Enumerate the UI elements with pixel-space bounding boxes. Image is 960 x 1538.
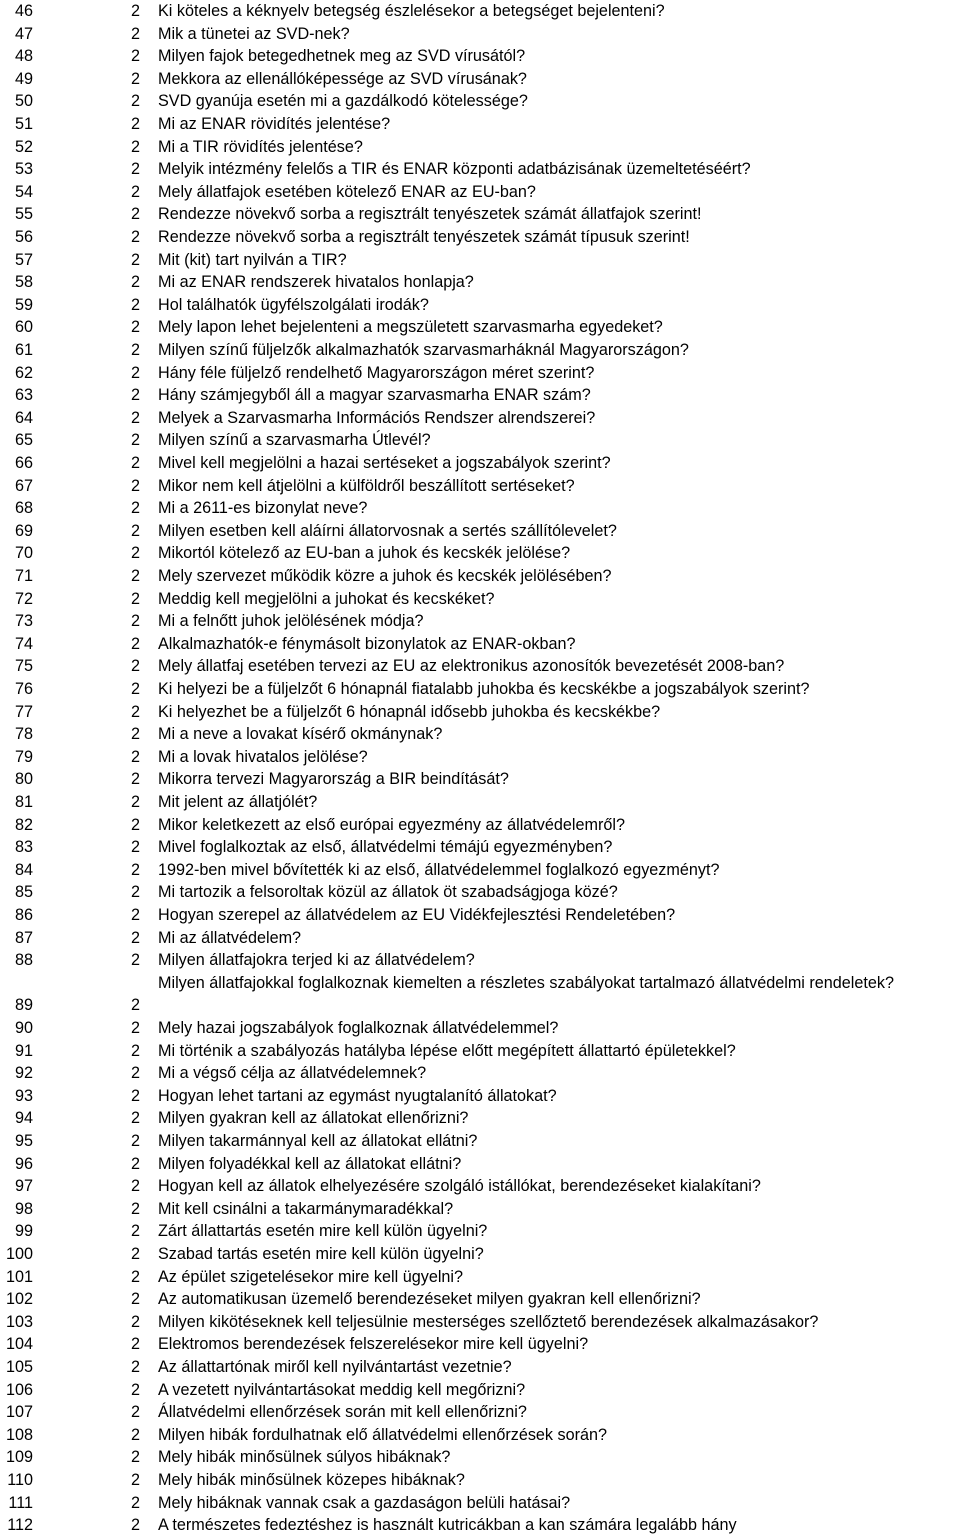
question-row: [0, 294, 960, 317]
question-row: [0, 1401, 960, 1424]
question-text: Ki köteles a kéknyelv betegség észlelésekor a betegséget bejelenteni?: [158, 2, 665, 20]
question-number: 64: [14, 408, 33, 427]
question-row: [0, 1492, 960, 1515]
question-points: 2: [130, 1019, 140, 1037]
question-points: 2: [130, 1290, 140, 1309]
question-number: 62: [14, 363, 33, 382]
question-row: [0, 746, 960, 769]
question-points: 2: [130, 273, 140, 292]
question-number: 46: [14, 2, 33, 20]
question-row: [0, 520, 960, 543]
question-row: [0, 181, 960, 204]
question-points: 2: [130, 408, 140, 427]
question-row: [0, 655, 960, 678]
question-points: 2: [130, 454, 140, 472]
question-points: 2: [130, 205, 140, 224]
question-number: 104: [5, 1335, 33, 1354]
question-text: Milyen állatfajokra terjed ki az állatvédelem?: [158, 951, 475, 970]
question-row: [0, 1040, 960, 1063]
question-row: [0, 610, 960, 633]
question-number: 79: [14, 747, 33, 766]
question-points: 2: [130, 363, 140, 382]
question-number: 98: [14, 1199, 33, 1218]
question-number: 70: [14, 544, 33, 563]
question-points: 2: [130, 499, 140, 518]
question-points: 2: [130, 793, 140, 811]
question-text: Mi tartozik a felsoroltak közül az állatok öt szabadságjoga közé?: [158, 883, 618, 902]
question-row: [0, 271, 960, 294]
question-row: [0, 791, 960, 814]
question-row: [0, 475, 960, 498]
question-text: Mely lapon lehet bejelenteni a megszületett szarvasmarha egyedeket?: [158, 318, 663, 337]
question-row: [0, 1130, 960, 1153]
question-number: 76: [14, 680, 33, 698]
question-text: Melyik intézmény felelős a TIR és ENAR központi adatbázisának üzemeltetéséért?: [158, 160, 751, 179]
question-number: 83: [14, 838, 33, 857]
question-points: 2: [130, 702, 140, 721]
question-number: 69: [14, 521, 33, 540]
question-points: 2: [130, 341, 140, 359]
question-points: 2: [130, 1086, 140, 1105]
question-points: 2: [130, 1267, 140, 1286]
question-points: 2: [130, 1222, 140, 1241]
question-text: Mik a tünetei az SVD-nek?: [158, 24, 350, 43]
question-row: [0, 588, 960, 611]
question-number: 75: [14, 657, 33, 676]
question-text: Milyen gyakran kell az állatokat ellenőrizni?: [158, 1109, 469, 1128]
question-number: 97: [14, 1177, 33, 1196]
question-number: 90: [14, 1019, 33, 1037]
question-number: 54: [14, 182, 33, 201]
question-points: 2: [130, 1403, 140, 1422]
question-points: 2: [130, 1064, 140, 1083]
question-points: 2: [130, 431, 140, 450]
question-points: 2: [130, 476, 140, 495]
question-points: 2: [130, 815, 140, 834]
question-text: Hány számjegyből áll a magyar szarvasmarha ENAR szám?: [158, 386, 591, 405]
question-text: Milyen takarmánnyal kell az állatokat ellátni?: [158, 1132, 478, 1150]
question-row: [0, 1288, 960, 1311]
question-points: 2: [130, 1425, 140, 1444]
question-number: 77: [14, 702, 33, 721]
question-number: 109: [5, 1448, 33, 1467]
question-row: [0, 249, 960, 272]
question-text: Ki helyezhet be a füljelzőt 6 hónapnál idősebb juhokba és kecskékbe?: [158, 702, 661, 721]
question-number: 108: [5, 1425, 33, 1444]
question-row: [0, 497, 960, 520]
question-text: Elektromos berendezések felszerelésekor mire kell ügyelni?: [158, 1335, 589, 1354]
question-points: 2: [130, 1448, 140, 1467]
question-points: 2: [130, 612, 140, 631]
question-number: 92: [14, 1064, 33, 1083]
question-row: [0, 836, 960, 859]
question-number: 110: [7, 1471, 33, 1489]
question-row: [0, 407, 960, 430]
question-points: 2: [130, 160, 140, 179]
question-row: [0, 1446, 960, 1469]
question-number: 73: [14, 612, 33, 631]
question-number: 81: [14, 793, 33, 811]
question-points: 2: [130, 69, 140, 88]
question-text: Milyen fajok betegedhetnek meg az SVD vírusától?: [158, 47, 526, 66]
question-row: [0, 68, 960, 91]
question-row: [0, 904, 960, 927]
question-number: 87: [14, 928, 33, 947]
question-points: 2: [130, 906, 140, 924]
question-number: 95: [14, 1132, 33, 1150]
question-text: Mely hibáknak vannak csak a gazdaságon belüli hatásai?: [158, 1493, 571, 1512]
question-row: [0, 1107, 960, 1130]
question-points: 2: [130, 1132, 140, 1150]
question-row: [0, 859, 960, 882]
question-number: 101: [5, 1267, 33, 1286]
question-number: 112: [7, 1516, 33, 1535]
question-row: [0, 814, 960, 837]
question-number: 84: [14, 860, 33, 879]
question-text: Mely állatfaj esetében tervezi az EU az elektronikus azonosítók bevezetését 2008-ban?: [158, 657, 785, 676]
question-points: 2: [130, 92, 140, 111]
question-number: 82: [14, 815, 33, 834]
question-text: Mely hibák minősülnek közepes hibáknak?: [158, 1471, 465, 1489]
question-text: Melyek a Szarvasmarha Információs Rendszer alrendszerei?: [158, 408, 596, 427]
question-text: Állatvédelmi ellenőrzések során mit kell ellenőrizni?: [158, 1403, 527, 1422]
question-number: 48: [14, 47, 33, 66]
question-points: 2: [130, 1109, 140, 1128]
question-row: [0, 1266, 960, 1289]
question-row: [0, 1062, 960, 1085]
question-points: 2: [130, 24, 140, 43]
question-number: 61: [14, 341, 33, 359]
question-points: 2: [130, 544, 140, 563]
question-row: [0, 881, 960, 904]
question-points: 2: [130, 115, 140, 133]
question-text: 1992-ben mivel bővítették ki az első, állatvédelemmel foglalkozó egyezményt?: [158, 860, 720, 879]
question-number: 57: [14, 250, 33, 269]
question-number: 67: [14, 476, 33, 495]
question-number: 52: [14, 137, 33, 156]
question-text: Milyen esetben kell aláírni állatorvosnak a sertés szállítólevelet?: [158, 521, 617, 540]
question-text: Mely hazai jogszabályok foglalkoznak állatvédelemmel?: [158, 1019, 559, 1037]
question-text: Milyen színű a szarvasmarha Útlevél?: [158, 431, 431, 450]
question-row: [0, 565, 960, 588]
question-points: 2: [130, 318, 140, 337]
question-number: 103: [5, 1312, 33, 1331]
question-number: 68: [14, 499, 33, 518]
question-row: [0, 1085, 960, 1108]
question-row: [0, 701, 960, 724]
question-row: [0, 1333, 960, 1356]
question-points: 2: [130, 521, 140, 540]
question-text: Mely szervezet működik közre a juhok és kecskék jelölésében?: [158, 567, 612, 585]
question-text: Mi a neve a lovakat kísérő okmánynak?: [158, 725, 443, 744]
question-number: 72: [14, 589, 33, 608]
question-text: Mikorra tervezi Magyarország a BIR beindítását?: [158, 770, 509, 789]
question-points: 2: [130, 47, 140, 66]
question-row: [0, 633, 960, 656]
question-text: Mikor keletkezett az első európai egyezmény az állatvédelemről?: [158, 815, 625, 834]
question-points: 2: [130, 1335, 140, 1354]
question-row: [0, 678, 960, 701]
question-points: 2: [130, 951, 140, 970]
question-row: [0, 1379, 960, 1402]
question-text: Hogyan lehet tartani az egymást nyugtalanító állatokat?: [158, 1086, 557, 1105]
question-row: [0, 23, 960, 46]
question-points: 2: [130, 182, 140, 201]
question-row: [0, 452, 960, 475]
question-number: 49: [14, 69, 33, 88]
question-text: Mi a lovak hivatalos jelölése?: [158, 747, 368, 766]
question-number: 56: [14, 228, 33, 246]
question-points: 2: [130, 928, 140, 947]
question-text: Milyen hibák fordulhatnak elő állatvédelmi ellenőrzések során?: [158, 1425, 608, 1444]
question-number: 111: [8, 1493, 33, 1512]
question-points: 2: [130, 1493, 140, 1512]
question-row: [0, 768, 960, 791]
question-row: [0, 723, 960, 746]
question-text: Az állattartónak miről kell nyilvántartást vezetnie?: [158, 1358, 512, 1376]
question-row: [0, 136, 960, 159]
question-row: [0, 226, 960, 249]
question-text: Mikor nem kell átjelölni a külföldről beszállított sertéseket?: [158, 476, 575, 495]
question-text: Milyen állatfajokkal foglalkoznak kiemelten a részletes szabályokat tartalmazó állatvédelmi rendeletek?: [158, 973, 895, 992]
question-points: 2: [130, 2, 140, 20]
question-points: 2: [130, 1199, 140, 1218]
question-text: Mi a 2611-es bizonylat neve?: [158, 499, 368, 518]
question-text: Az automatikusan üzemelő berendezéseket milyen gyakran kell ellenőrizni?: [158, 1290, 701, 1309]
question-text: A természetes fedeztéshez is használt kutricákban a kan számára legalább hány: [158, 1516, 737, 1535]
question-points: 2: [130, 1177, 140, 1196]
question-points: 2: [130, 1041, 140, 1060]
question-text: Hogyan kell az állatok elhelyezésére szolgáló istállókat, berendezéseket kialakítani?: [158, 1177, 761, 1196]
question-number: 91: [14, 1041, 33, 1060]
question-points: 2: [130, 250, 140, 269]
question-number: 63: [14, 386, 33, 405]
question-row: [0, 1514, 960, 1537]
question-text: Mi az állatvédelem?: [158, 928, 302, 947]
question-number: 58: [14, 273, 33, 292]
question-number: 94: [14, 1109, 33, 1128]
question-text: Milyen színű füljelzők alkalmazhatók szarvasmarháknál Magyarországon?: [158, 341, 689, 359]
question-row: [0, 1469, 960, 1492]
question-number: 89: [14, 996, 33, 1015]
question-row: [0, 339, 960, 362]
question-points: 2: [130, 1471, 140, 1489]
question-text: Mi az ENAR rövidítés jelentése?: [158, 115, 391, 133]
question-row: [0, 1424, 960, 1447]
question-row: [0, 927, 960, 950]
question-number: 93: [14, 1086, 33, 1105]
question-text: Mikortól kötelező az EU-ban a juhok és kecskék jelölése?: [158, 544, 571, 563]
question-text: Mit (kit) tart nyilván a TIR?: [158, 250, 347, 269]
question-text: Mekkora az ellenállóképessége az SVD vírusának?: [158, 69, 527, 88]
question-text: Mivel foglalkoztak az első, állatvédelmi témájú egyezményben?: [158, 838, 613, 857]
question-points: 2: [130, 634, 140, 653]
question-points: 2: [130, 860, 140, 879]
question-row: [0, 0, 960, 23]
question-text: Az épület szigetelésekor mire kell ügyelni?: [158, 1267, 464, 1286]
question-number: 99: [14, 1222, 33, 1241]
question-text: Mely hibák minősülnek súlyos hibáknak?: [158, 1448, 451, 1467]
question-text: Zárt állattartás esetén mire kell külön ügyelni?: [158, 1222, 488, 1241]
question-row: [0, 113, 960, 136]
question-row: [0, 972, 960, 1017]
question-row: [0, 90, 960, 113]
question-points: 2: [130, 1245, 140, 1263]
question-row: [0, 203, 960, 226]
question-text: Hogyan szerepel az állatvédelem az EU Vidékfejlesztési Rendeletében?: [158, 906, 676, 924]
question-row: [0, 384, 960, 407]
question-row: [0, 1220, 960, 1243]
question-text: Szabad tartás esetén mire kell külön ügyelni?: [158, 1245, 484, 1263]
question-text: Alkalmazhatók-e fénymásolt bizonylatok az ENAR-okban?: [158, 634, 576, 653]
question-points: 2: [130, 657, 140, 676]
question-row: [0, 949, 960, 972]
question-points: 2: [130, 1516, 140, 1535]
question-points: 2: [130, 1154, 140, 1173]
question-points: 2: [130, 137, 140, 156]
question-number: 50: [14, 92, 33, 111]
question-points: 2: [130, 1312, 140, 1331]
question-number: 78: [14, 725, 33, 744]
question-points: 2: [130, 725, 140, 744]
question-points: 2: [130, 680, 140, 698]
question-text: Mit jelent az állatjólét?: [158, 793, 318, 811]
question-number: 59: [14, 295, 33, 314]
question-points: 2: [130, 567, 140, 585]
question-points: 2: [130, 228, 140, 246]
question-row: [0, 158, 960, 181]
question-number: 65: [14, 431, 33, 450]
question-row: [0, 429, 960, 452]
question-text: Rendezze növekvő sorba a regisztrált tenyészetek számát típusuk szerint!: [158, 228, 690, 246]
question-text: Milyen kikötéseknek kell teljesülnie mesterséges szellőztető berendezések alkalmazásakor?: [158, 1312, 819, 1331]
question-text: Mi a végső célja az állatvédelemnek?: [158, 1064, 427, 1083]
question-points: 2: [130, 386, 140, 405]
question-number: 47: [14, 24, 33, 43]
question-row: [0, 45, 960, 68]
question-number: 106: [5, 1380, 33, 1399]
question-points: 2: [130, 747, 140, 766]
question-text: SVD gyanúja esetén mi a gazdálkodó kötelessége?: [158, 92, 528, 111]
question-text: Ki helyezi be a füljelzőt 6 hónapnál fiatalabb juhokba és kecskékbe a jogszabályok szerint?: [158, 680, 810, 698]
question-row: [0, 362, 960, 385]
question-text: A vezetett nyilvántartásokat meddig kell megőrizni?: [158, 1380, 526, 1399]
question-text: Mivel kell megjelölni a hazai sertéseket a jogszabályok szerint?: [158, 454, 611, 472]
question-row: [0, 1198, 960, 1221]
question-text: Mely állatfajok esetében kötelező ENAR az EU-ban?: [158, 182, 536, 201]
question-points: 2: [130, 883, 140, 902]
question-text: Rendezze növekvő sorba a regisztrált tenyészetek számát állatfajok szerint!: [158, 205, 702, 224]
question-points: 2: [130, 589, 140, 608]
question-row: [0, 1243, 960, 1266]
question-points: 2: [130, 1358, 140, 1376]
question-points: 2: [130, 1380, 140, 1399]
question-text: Meddig kell megjelölni a juhokat és kecskéket?: [158, 589, 495, 608]
question-text: Mi történik a szabályozás hatályba lépése előtt megépített állattartó épületekkel?: [158, 1041, 736, 1060]
question-row: [0, 542, 960, 565]
question-text: Hol találhatók ügyfélszolgálati irodák?: [158, 295, 429, 314]
question-row: [0, 1356, 960, 1379]
question-number: 88: [14, 951, 33, 970]
question-text: Milyen folyadékkal kell az állatokat ellátni?: [158, 1154, 462, 1173]
question-row: [0, 1311, 960, 1334]
question-number: 107: [5, 1403, 33, 1422]
question-row: [0, 1017, 960, 1040]
question-row: [0, 316, 960, 339]
question-row: [0, 1153, 960, 1176]
question-text: Mi a TIR rövidítés jelentése?: [158, 137, 363, 156]
question-text: Mi az ENAR rendszerek hivatalos honlapja?: [158, 273, 474, 292]
question-points: 2: [130, 295, 140, 314]
question-number: 100: [5, 1245, 33, 1263]
question-number: 86: [14, 906, 33, 924]
question-number: 96: [14, 1154, 33, 1173]
question-number: 51: [14, 115, 33, 133]
question-points: 2: [130, 996, 140, 1015]
question-points: 2: [130, 838, 140, 857]
question-number: 71: [14, 567, 33, 585]
question-number: 74: [14, 634, 33, 653]
question-number: 60: [14, 318, 33, 337]
question-number: 80: [14, 770, 33, 789]
question-row: [0, 1175, 960, 1198]
question-text: Hány féle füljelző rendelhető Magyarországon méret szerint?: [158, 363, 595, 382]
question-number: 105: [5, 1358, 33, 1376]
question-text: Mi a felnőtt juhok jelölésének módja?: [158, 612, 424, 631]
question-number: 102: [5, 1290, 33, 1309]
question-number: 55: [14, 205, 33, 224]
question-number: 66: [14, 454, 33, 472]
question-number: 85: [14, 883, 33, 902]
question-text: Mit kell csinálni a takarmánymaradékkal?: [158, 1199, 454, 1218]
question-number: 53: [14, 160, 33, 179]
question-points: 2: [130, 770, 140, 789]
